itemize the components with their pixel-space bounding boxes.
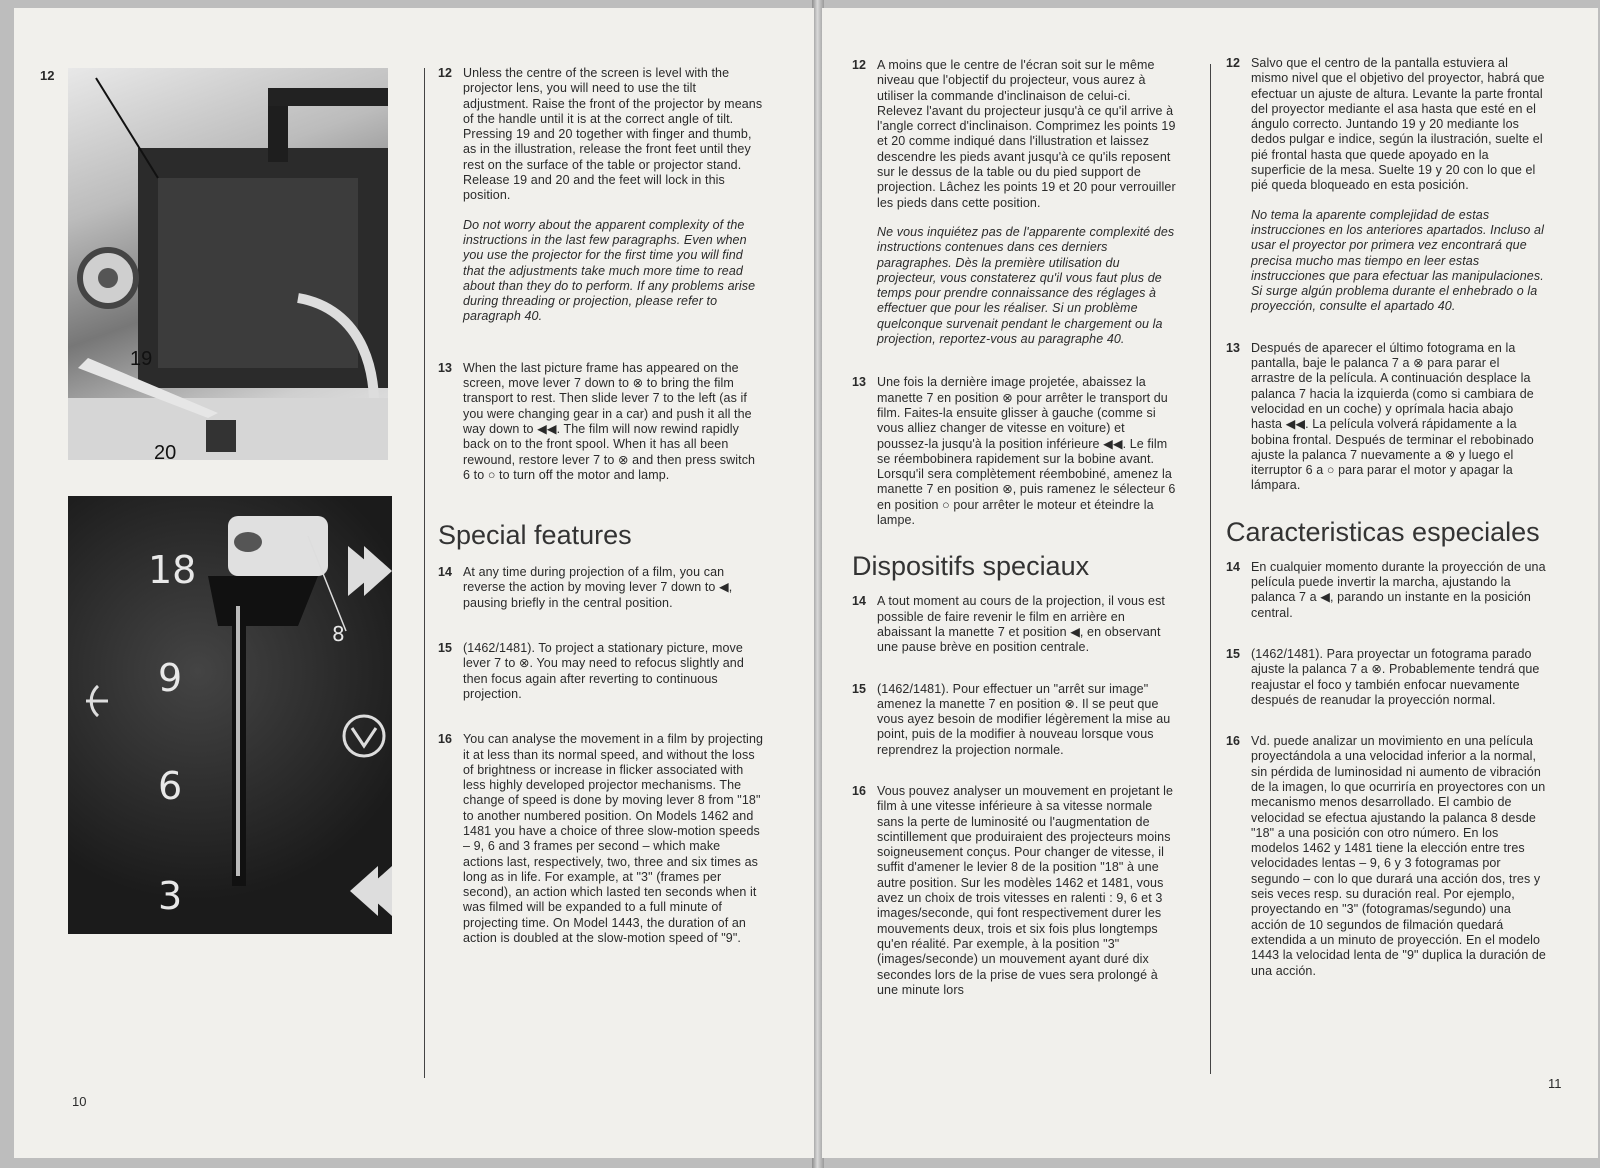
special-features-heading: Special features xyxy=(438,520,632,551)
speed-label-6: 6 xyxy=(158,764,183,808)
figure-number: 12 xyxy=(40,68,55,83)
es-section-12: 12 Salvo que el centro de la pantalla estuviera al mismo nivel que el objetivo del proyector, habrá que efectuar un ajuste de altura. Levante la parte frontal del proyector mediante el asa hasta que esté en el ángulo correcto. Juntando 19 y 20 mediante los dedos pulgar e indice, según la ilustración, suelte el pié frontal hasta que quede apoyado en la superficie de la mesa. Suelte 19 y 20 con lo que el pié queda bloqueado en esta posición. No tema la aparente complejidad de estas instrucciones en los anteriores apartados. Incluso al usar el proyector por primera vez encontrará que precisa mucho mas tiempo en leer estas instrucciones que para efectuar las manipulaciones. Si surge algún problema durante el enhebrado o la proyección, consulte el apartado 40. xyxy=(1226,56,1545,314)
label-20: 20 xyxy=(154,442,177,460)
right-page xyxy=(822,8,1598,1158)
french-column xyxy=(852,58,1178,998)
es-section-14: 14 En cualquier momento durante la proyección de una película puede invertir la marcha, ajustando la palanca 7 a ◀, parando un instante en la posición central. xyxy=(1226,559,1546,620)
es-heading: Caracteristicas especiales xyxy=(1226,516,1540,547)
projector-illustration xyxy=(68,68,388,460)
fr-section-13: 13 Une fois la dernière image projetée, abaissez la manette 7 en position ⊗ pour arrêter le transport du film. Faites-la ensuite glisser à gauche (comme si vous alliez changer de vitesse en voiture) et poussez-la jusqu'à la position inférieure ◀◀. Le film se réembobinera rapidement sur la bobine avant. Lorsqu'il sera complètement réembobiné, amenez la manette 7 en position ⊗, puis ramenez le sélecteur 6 en position ○ pour arrêter le moteur et éteindre la lampe. xyxy=(852,375,1176,528)
projector-tilt-photo xyxy=(68,68,388,460)
es-section-13: 13 Después de aparecer el último fotograma en la pantalla, baje le palanca 7 a ⊗ para parar el arrastre de la película. A continuación desplace la palanca 7 hacia la izquierda (como si cambiara de velocidad en un coche) y oprímala hacia abajo hasta ◀◀. La película volverá rápidamente a la bobina frontal. Después de terminar el rebobinado ajuste la palanca 7 nuevamente a ⊗ y luego el iterruptor 6 a ○ para parar el motor y apagar la lámpara. xyxy=(1226,340,1534,493)
fr-section-14: 14 A tout moment au cours de la projection, il vous est possible de faire revenir le film en arrière en abaissant la manette 7 et position ◀, en observant une pause brève en position centrale. xyxy=(852,594,1165,655)
speed-label-18: 18 xyxy=(148,548,197,592)
es-section-15: 15 (1462/1481). Para proyectar un fotograma parado ajuste la palanca 7 a ⊗. Probablemente tendrá que reajustar el foco y también enfocar nuevamente después de reanudar la proyección normal. xyxy=(1226,646,1540,707)
left-english-column xyxy=(438,66,764,946)
section-14: 14 At any time during projection of a film, you can reverse the action by moving lever 7 down to ◀, pausing briefly in the central position. xyxy=(438,565,733,610)
section-12: 12 Unless the centre of the screen is level with the projector lens, you will need to use the tilt adjustment. Raise the front of the projector by means of the handle until it is at the correct angle of tilt. Pressing 19 and 20 together with finger and thumb, as in the illustration, release the front feet until they rest on the surface of the table or projector stand. Release 19 and 20 and the feet will lock in this position. Do not worry about the apparent complexity of the instructions in the last few paragraphs. Even when you use the projector for the first time you will find that the adjustments take much more time to read about than they do to perform. If any problems arise during threading or projection, please refer to paragraph 40. xyxy=(438,66,763,324)
label-19: 19 xyxy=(130,348,153,370)
fr-section-12: 12 A moins que le centre de l'écran soit sur le même niveau que l'objectif du projecteur, vous aurez à utiliser la commande d'inclinaison de celui-ci. Relevez l'avant du projecteur jusqu'à ce qu'il arrive à l'angle correct d'inclinaison. Comprimez les points 19 et 20 comme indiqué dans l'illustration et laissez descendre les pieds avant jusqu'à ce qu'ils reposent sur le dessus de la table ou du pied support de projection. Lâchez les points 19 et 20 pour verrouiller les pieds dans cette position. Ne vous inquiétez pas de l'apparente complexité des instructions contenues dans ces derniers paragraphes. Dès la première utilisation du projecteur, vous constaterez qu'il vous faut plus de temps pour prendre connaissance des réglages à effectuer que pour les réaliser. Si un problème quelconque survenait pendant le chargement ou la projection, reportez-vous au paragraphe 40. xyxy=(852,58,1178,347)
column-divider xyxy=(424,68,425,1078)
speed-dial-illustration xyxy=(68,496,392,934)
spanish-column xyxy=(1226,56,1546,979)
section-13: 13 When the last picture frame has appeared on the screen, move lever 7 down to ⊗ to bring the film transport to rest. Then slide lever 7 to the left (as if you were changing gear in a car) and push it all the way down to ◀◀. The film will now rewind rapidly back on to the front spool. When it has all been rewound, restore lever 7 to ⊗ and then press switch 6 to ○ to turn off the motor and lamp. xyxy=(438,361,764,483)
section-12-note: Do not worry about the apparent complexity of the instructions in the last few paragraphs. Even when you use the projector for the first time you will find that the adjustments take much more time to read about than they do to perform. If any problems arise during threading or projection, please refer to paragraph 40. xyxy=(463,217,756,324)
section-13-text: When the last picture frame has appeared on the screen, move lever 7 down to ⊗ to bring the film transport to rest. Then slide lever 7 to the left (as if you were changing gear in a car) and push it all the way down to ◀◀. The film will now rewind rapidly back on to the front spool. When it has all been rewound, restore lever 7 to ⊗ and then press switch 6 to ○ to turn off the motor and lamp. xyxy=(463,360,756,482)
speed-label-9: 9 xyxy=(158,656,183,700)
section-16: 16 You can analyse the movement in a film by projecting it at less than its normal speed, and without the loss of brightness or increase in flicker associated with less highly developed projector mechanisms. The change of speed is done by moving lever 8 from "18" to another numbered position. On Models 1462 and 1481 you have a choice of three slow-motion speeds – 9, 6 and 3 frames per second – which make actions last, respectively, two, three and six times as long as in life. For example, at "3" (frames per second), an action which lasted ten seconds when it was filmed will be expanded to a full minute of projecting time. On Model 1443, the duration of an action is doubled at the slow-motion speed of "9". xyxy=(438,732,764,946)
page-number-left: 10 xyxy=(72,1094,87,1109)
fr-section-16: 16 Vous pouvez analyser un mouvement en projetant le film à une vitesse inférieure à sa vitesse normale sans la perte de luminosité ou l'augmentation de scintillement que produiraient des projecteurs moins soigneusement conçus. Pour changer de vitesse, il suffit d'amener le levier 8 de la position "18" à une autre position. Sur les modèles 1462 et 1481, vous avez un choix de trois vitesses en ralenti : 9, 6 et 3 images/seconde, qui font respectivement durer les mouvements deux, trois et six fois plus longtemps qu'en réalité. Par exemple, à la position "3" (images/seconde) un mouvement ayant duré dix secondes lors de la prise de vues sera prolongé à une minute lors xyxy=(852,783,1174,997)
section-12-text: Unless the centre of the screen is level with the projector lens, you will need to use the tilt adjustment. Raise the front of the projector by means of the handle until it is at the correct angle of tilt. Pressing 19 and 20 together with finger and thumb, as in the illustration, release the front feet until they rest on the surface of the table or projector stand. Release 19 and 20 and the feet will lock in this position. xyxy=(463,66,763,203)
speed-label-3: 3 xyxy=(158,874,183,918)
page-number-right: 11 xyxy=(1548,1076,1562,1091)
es-section-16: 16 Vd. puede analizar un movimiento en una película proyectándola a una velocidad inferior a la normal, sin pérdida de luminosidad ni aumento de vibración de la imagen, lo que ocurriría en proyectores con un mecanismo menos desarrollado. El cambio de velocidad se efectua ajustando la palanca 8 desde "18" a una posición con otro número. En los modelos 1462 y 1481 tiene la elección entre tres velocidades lentas – 9, 6 y 3 fotogramas por segundo – con lo que durará una acción dos, tres y seis veces resp. su duración real. Por ejemplo, proyectando en "3" (fotogramas/segundo) una acción de 10 segundos de filmación quedará extendida a un minuto de proyección. En el modelo 1443 la velocidad lenta de "9" duplica la duración de una acción. xyxy=(1226,734,1546,978)
es-section-12-note: No tema la aparente complejidad de estas instrucciones en los anteriores apartados. Incluso al usar el proyector por primera vez encontrará que precisa mucho mas tiempo en leer estas instrucciones que para efectuar las manipulaciones. Si surge algún problema durante el enhebrado o la proyección, consulte el apartado 40. xyxy=(1251,207,1544,314)
left-page xyxy=(14,8,814,1158)
label-8: 8 xyxy=(332,622,345,646)
speed-lever-photo xyxy=(68,496,392,934)
section-15: 15 (1462/1481). To project a stationary picture, move lever 7 to ⊗. You may need to refocus slightly and then focus again after reverting to continuous projection. xyxy=(438,641,744,701)
fr-heading: Dispositifs speciaux xyxy=(852,551,1090,582)
column-divider-right xyxy=(1210,64,1211,1074)
fr-section-15: 15 (1462/1481). Pour effectuer un "arrêt sur image" amenez la manette 7 en position ⊗. Il se peut que vous ayez besoin de modifier légèrement la mise au point, puis de la modifier à nouveau lorsque vous reprendrez la projection normale. xyxy=(852,681,1171,757)
fr-section-12-note: Ne vous inquiétez pas de l'apparente complexité des instructions contenues dans ces derniers paragraphes. Dès la première utilisation du projecteur, vous constaterez qu'il vous faut plus de temps pour prendre connaissance des réglages à effectuer que pour les réaliser. Si un problème quelconque survenait pendant le chargement ou la projection, reportez-vous au paragraphe 40. xyxy=(877,224,1175,347)
